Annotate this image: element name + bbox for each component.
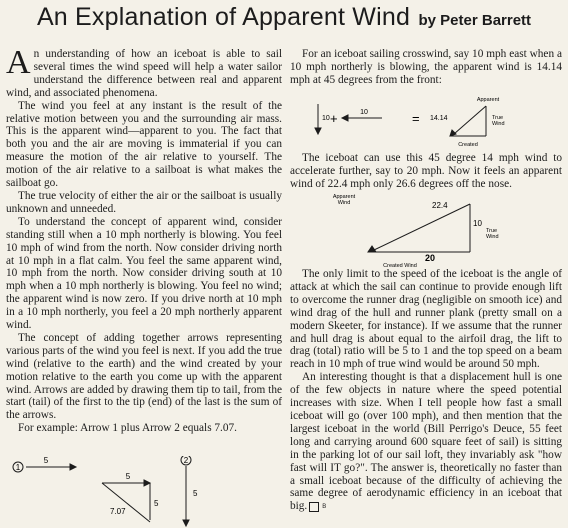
side-label: 10	[473, 219, 482, 228]
created-wind-label: Created Wind	[383, 263, 417, 268]
triangle-hypotenuse-label: 7.07	[110, 507, 126, 516]
paragraph: For example: Arrow 1 plus Arrow 2 equals 7.07.	[18, 422, 238, 435]
paragraph: An interesting thought is that a displacement hull is one of the few objects in nature where the speed potential increases with size. When I tell people how fast a small iceboat will go (over 100 mph), and then mention that the largest iceboat in the world (Bill Perrigo's Deuce, 55 feet long and carrying around 600 square feet of sail) is sitting in the parking lot of our sail loft, they invariably ask "how fast will IT go?". The answer is, theoretically no faster than a small iceboat because of the difficulty of achieving the same degree of aerodynamic efficiency in an iceboat that big. B	[290, 371, 562, 513]
right-column-middle	[290, 152, 562, 191]
title-text: An Explanation of Apparent Wind	[36, 3, 411, 31]
triangle-hypotenuse	[102, 483, 150, 522]
hypotenuse-label: 22.4	[432, 201, 448, 210]
apparent-wind-head	[368, 246, 376, 252]
hypotenuse-label: 14.14	[430, 115, 448, 122]
true-wind-label-line2: Wind	[486, 234, 499, 240]
end-of-article-mark: B	[309, 502, 319, 512]
paragraph: The only limit to the speed of the iceboat is the angle of attack at which the sail can continue to provide enough lift to overcome the runner drag (negligible on smooth ice) and wind drag of the hull and runner plank (pretty small on a modern Skeeter, for instance). If we assume that the runner and hull drag is about equal to the airfoil drag, the lift to drag (total) ratio will be 5 to 1 and the top speed on a beam reach in 10 mph of true wind would be around 50 mph.	[290, 268, 562, 371]
true-wind-label-line1: True	[492, 115, 504, 121]
arrow1-label: 5	[43, 456, 49, 465]
paragraph: The true velocity of either the air or the sailboat is usually unknown and unneeded.	[6, 189, 282, 215]
arrow1-head	[70, 464, 76, 470]
right-column-top	[290, 48, 562, 87]
paragraph: For an iceboat sailing crosswind, say 10 mph east when a 10 mph northerly is blowing, the apparent wind is 14.14 mph at 45 degrees from the front:	[290, 48, 562, 86]
equals-sign: =	[412, 111, 420, 126]
triangle-top-label: 5	[125, 472, 131, 481]
sum-hypotenuse-head	[450, 130, 456, 136]
apparent-label-line2: Wind	[337, 200, 351, 206]
created-label: Created	[458, 142, 478, 148]
paragraph: The concept of adding together arrows representing various parts of the wind you feel is next. If you add the true wind (relative to the earth) and the wind created by your motion relative to the earth you come up with the apparent wind. Arrows are added by drawing them tip to tail, from the start (tail) of the first to the tip (end) of the last is the sum of the arrows.	[6, 331, 282, 422]
plus-sign: +	[330, 111, 338, 126]
crosswind-figure	[300, 94, 562, 152]
paragraph: An understanding of how an iceboat is able to sail several times the wind speed will help a water sailor understand the difference between real and apparent wind, and associated phenomena.	[6, 44, 282, 99]
byline: by Peter Barrett	[418, 12, 532, 29]
arrow1-marker: 1	[15, 463, 21, 472]
left-column	[6, 44, 282, 435]
paragraph: To understand the concept of apparent wind, consider standing still when a 10 mph northerly is blowing. You feel 10 mph of wind from the north. Now consider driving north at 10 mph in a flat calm. You feel the same apparent wind, 10 mph from the north. Now consider driving south at 10 mph when a 10 mph northerly is blowing. You feel no wind; the apparent wind is now zero. If you drive north at 10 mph in a 10 mph northerly, you feel a 20 mph northerly apparent wind.	[6, 215, 282, 332]
triangle-side-label: 5	[154, 499, 159, 508]
drop-cap: A	[6, 44, 31, 81]
paragraph: The iceboat can use this 45 degree 14 mph wind to accelerate further, say to 20 mph. Now it feels an apparent wind of 22.4 mph only 26.6 degrees off the nose.	[290, 152, 562, 190]
apparent-wind-figure	[300, 192, 562, 268]
true-wind-vertical-head	[315, 128, 321, 134]
article-title	[0, 3, 568, 32]
paragraph: The wind you feel at any instant is the result of the relative motion between you and the surrounding air mass. This is the apparent wind—apparent to you. The fact that both you and the air are moving is immaterial if you can measure the motion of the air relative to yourself. The motion of the air relative to a sailboat is what makes the sailboat go.	[6, 99, 282, 190]
apparent-wind-hypotenuse	[374, 204, 470, 250]
vertical-arrow-label: 10	[322, 115, 330, 122]
arrow2-marker: 2	[183, 456, 189, 465]
created-wind-horizontal-head	[342, 115, 348, 121]
arrow2-head	[183, 520, 189, 526]
triangle-top-head	[144, 480, 150, 486]
true-wind-label-line2: Wind	[492, 121, 505, 127]
arrow2-label: 5	[193, 489, 198, 498]
true-wind-label-line1: True	[486, 228, 498, 234]
horizontal-arrow-label: 10	[360, 109, 368, 116]
sum-hypotenuse	[454, 106, 486, 134]
arrow-addition-figure	[6, 456, 276, 528]
base-label: 20	[424, 253, 436, 263]
apparent-label: Apparent	[476, 97, 500, 103]
apparent-label-line1: Apparent	[332, 194, 356, 200]
right-column-bottom	[290, 268, 562, 513]
